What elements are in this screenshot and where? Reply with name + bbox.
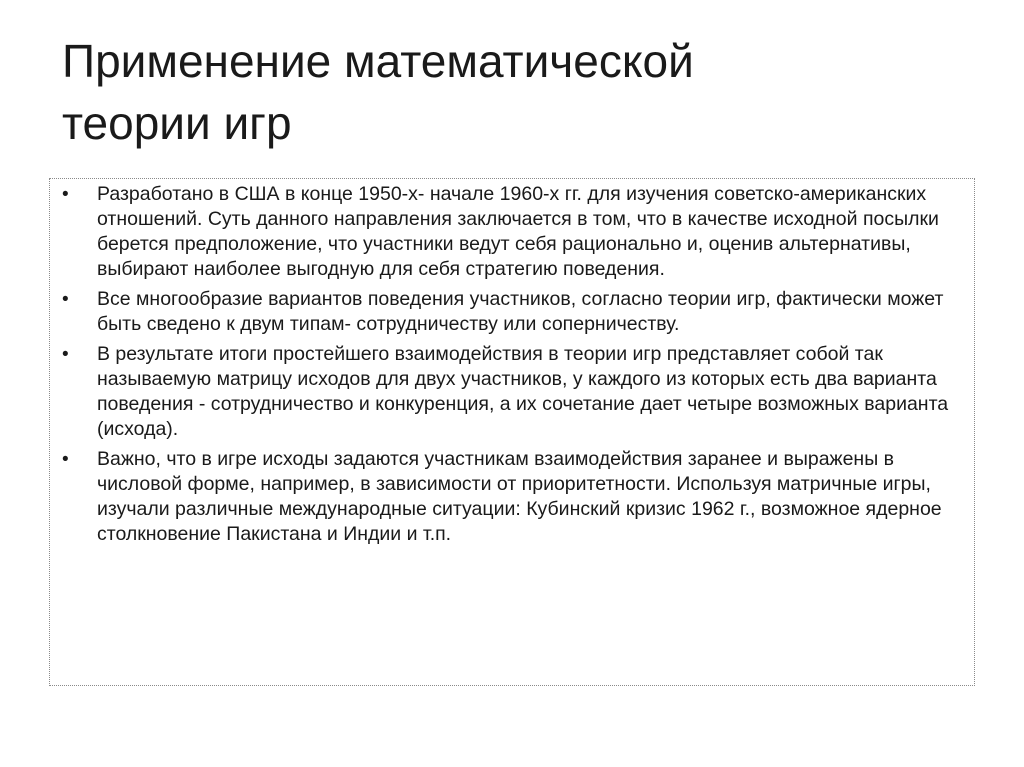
bullet-marker: • bbox=[62, 344, 69, 365]
bullet-marker: • bbox=[62, 449, 69, 470]
slide-title-line-1: Применение математической bbox=[62, 35, 694, 87]
bullet-item bbox=[60, 182, 962, 282]
bullet-list bbox=[60, 182, 962, 547]
bullet-text: Все многообразие вариантов поведения участников, согласно теории игр, фактически может быть сведено к двум типам- сотрудничеству или соперничеству. bbox=[97, 288, 944, 335]
slide-title bbox=[62, 30, 962, 154]
bullet-item bbox=[60, 447, 962, 547]
bullet-text: Важно, что в игре исходы задаются участникам взаимодействия заранее и выражены в числовой форме, например, в зависимости от приоритетности. Используя матричные игры, изучали различные международные ситуации: Кубинский кризис 1962 г., возможное ядерное столкновение Пакистана и Индии и т.п. bbox=[97, 448, 942, 545]
slide-title-line-2: теории игр bbox=[62, 97, 292, 149]
bullet-marker: • bbox=[62, 184, 69, 205]
bullet-text: Разработано в США в конце 1950-х- начале 1960-х гг. для изучения советско-американских отношений. Суть данного направления заключается в том, что в качестве исходной посылки берется предположение, что участники ведут себя рационально и, оценив альтернативы, выбирают наиболее выгодную для себя стратегию поведения. bbox=[97, 183, 939, 280]
content-box bbox=[49, 178, 975, 686]
bullet-item bbox=[60, 287, 962, 337]
bullet-marker: • bbox=[62, 289, 69, 310]
bullet-text: В результате итоги простейшего взаимодействия в теории игр представляет собой так называемую матрицу исходов для двух участников, у каждого из которых есть два варианта поведения - сотрудничество и конкуренция, а их сочетание дает четыре возможных варианта (исхода). bbox=[97, 343, 949, 440]
bullet-item bbox=[60, 342, 962, 442]
